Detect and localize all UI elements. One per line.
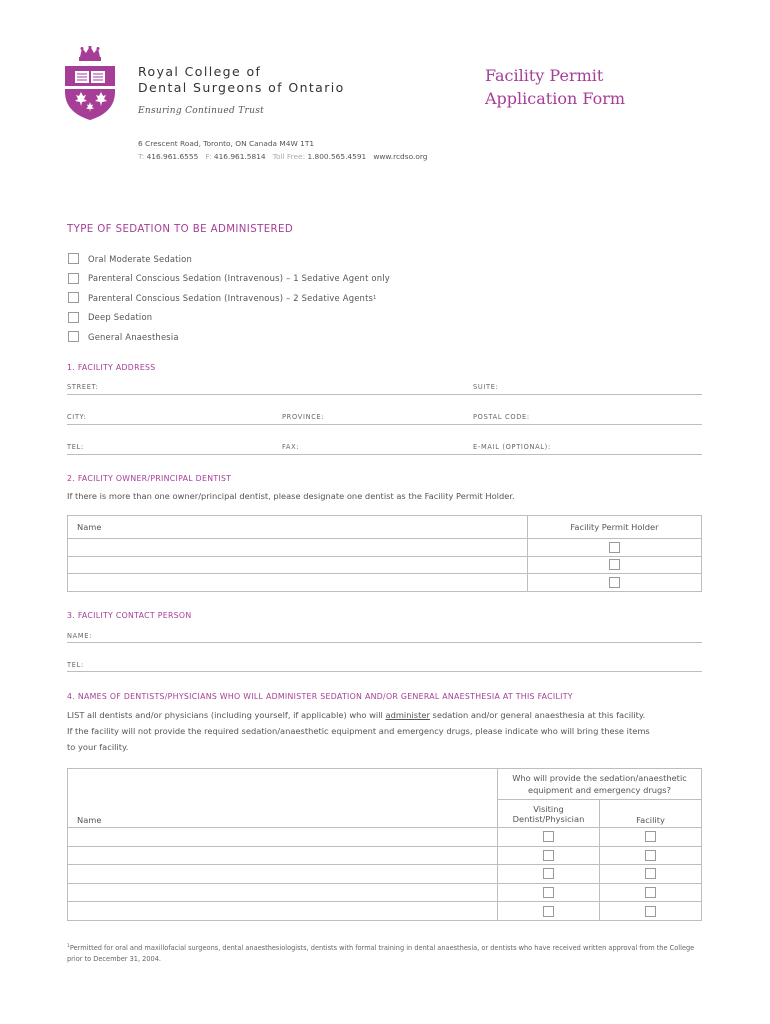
table-row xyxy=(68,556,702,574)
tagline: Ensuring Continued Trust xyxy=(138,106,265,116)
visiting-cell xyxy=(498,828,600,847)
checkbox[interactable] xyxy=(645,831,656,842)
tollfree-number: 1.800.565.4591 xyxy=(307,152,367,161)
crest-logo-icon xyxy=(63,46,117,120)
permit-holder-cell xyxy=(528,556,702,574)
visiting-cell xyxy=(498,865,600,884)
instr-text: LIST all dentists and/or physicians (including yourself, if applicable) who will xyxy=(67,710,386,720)
contact-tel-field[interactable] xyxy=(67,671,702,672)
dentist-name-cell[interactable] xyxy=(68,828,498,847)
instr-text: sedation and/or general anaesthesia at this facility. xyxy=(429,710,646,720)
permit-holder-header: Facility Permit Holder xyxy=(528,516,702,539)
checkbox[interactable] xyxy=(645,850,656,861)
dentist-name-cell[interactable] xyxy=(68,865,498,884)
visiting-header-line1: Visiting xyxy=(533,803,564,814)
table-row xyxy=(68,846,702,865)
phone-label: T: xyxy=(138,152,145,161)
contact-tel-label: TEL: xyxy=(67,661,84,669)
visiting-dentist-header xyxy=(498,800,600,828)
facility-cell xyxy=(600,883,702,902)
dentists-instructions xyxy=(67,707,707,755)
city-label: CITY: xyxy=(67,413,87,421)
checkbox[interactable] xyxy=(68,273,79,284)
dentists-heading: 4. NAMES OF DENTISTS/PHYSICIANS WHO WILL ADMINISTER SEDATION AND/OR GENERAL ANAESTHESIA AT THIS FACILITY xyxy=(67,692,573,701)
footnote-mark: 1 xyxy=(67,944,70,949)
checkbox[interactable] xyxy=(68,331,79,342)
fax-label: FAX: xyxy=(282,443,300,451)
contact-name-label: NAME: xyxy=(67,632,93,640)
facility-address-heading: 1. FACILITY ADDRESS xyxy=(67,363,156,372)
provider-header-line1: Who will provide the sedation/anaesthetic xyxy=(512,772,687,783)
checkbox[interactable] xyxy=(609,542,620,553)
sedation-option-label: Oral Moderate Sedation xyxy=(88,253,193,264)
contact-name-field[interactable] xyxy=(67,642,702,643)
contact-heading: 3. FACILITY CONTACT PERSON xyxy=(67,611,192,620)
visiting-cell xyxy=(498,846,600,865)
table-row xyxy=(68,902,702,921)
sedation-option[interactable] xyxy=(68,249,390,269)
owner-table xyxy=(67,515,702,592)
sedation-option-label: General Anaesthesia xyxy=(88,331,179,342)
facility-cell xyxy=(600,902,702,921)
visiting-header-line2: Dentist/Physician xyxy=(512,813,585,824)
checkbox[interactable] xyxy=(543,831,554,842)
org-contact-line xyxy=(138,152,427,161)
table-row xyxy=(68,883,702,902)
checkbox[interactable] xyxy=(609,559,620,570)
sedation-option-label: Parenteral Conscious Sedation (Intravenous) – 2 Sedative Agents xyxy=(88,292,374,303)
permit-holder-cell xyxy=(528,539,702,557)
checkbox[interactable] xyxy=(645,887,656,898)
table-row xyxy=(68,539,702,557)
form-title-line2: Application Form xyxy=(485,89,626,108)
checkbox[interactable] xyxy=(645,868,656,879)
form-title-line1: Facility Permit xyxy=(485,66,604,85)
owner-heading: 2. FACILITY OWNER/PRINCIPAL DENTIST xyxy=(67,474,232,483)
tel-label: TEL: xyxy=(67,443,84,451)
sedation-option-label: Parenteral Conscious Sedation (Intravenous) – 1 Sedative Agent only xyxy=(88,273,390,284)
checkbox[interactable] xyxy=(68,312,79,323)
instructions-line3: to your facility. xyxy=(67,742,129,752)
fax-label: F: xyxy=(205,152,212,161)
dentist-name-cell[interactable] xyxy=(68,883,498,902)
checkbox[interactable] xyxy=(543,850,554,861)
permit-holder-cell xyxy=(528,574,702,592)
org-name-line2: Dental Surgeons of Ontario xyxy=(138,80,345,95)
checkbox[interactable] xyxy=(609,577,620,588)
checkbox[interactable] xyxy=(543,868,554,879)
owner-name-cell[interactable] xyxy=(68,556,528,574)
fax-number: 416.961.5814 xyxy=(213,152,266,161)
owner-name-header: Name xyxy=(68,516,528,539)
tel-field[interactable] xyxy=(67,454,702,455)
visiting-cell xyxy=(498,883,600,902)
table-row xyxy=(68,574,702,592)
footnote-mark: 1 xyxy=(373,294,377,301)
sedation-option[interactable] xyxy=(68,269,390,289)
table-row xyxy=(68,828,702,847)
street-field[interactable] xyxy=(67,394,702,395)
sedation-option[interactable] xyxy=(68,308,390,328)
phone-number: 416.961.6555 xyxy=(146,152,199,161)
instructions-line2: If the facility will not provide the required sedation/anaesthetic equipment and emergency drugs, please indicate who will bring these items xyxy=(67,726,650,736)
org-name-line1: Royal College of xyxy=(138,64,262,79)
dentists-table xyxy=(67,768,702,921)
facility-cell xyxy=(600,846,702,865)
form-title xyxy=(485,64,725,110)
org-address: 6 Crescent Road, Toronto, ON Canada M4W 1T1 xyxy=(138,139,315,148)
instr-underlined: administer xyxy=(385,710,430,720)
checkbox[interactable] xyxy=(645,906,656,917)
facility-cell xyxy=(600,828,702,847)
dentist-name-header: Name xyxy=(68,769,498,828)
instructions-line1 xyxy=(67,707,707,723)
dentist-name-cell[interactable] xyxy=(68,846,498,865)
footnote xyxy=(67,941,707,965)
sedation-options xyxy=(68,249,390,347)
province-label: PROVINCE: xyxy=(282,413,325,421)
postal-code-label: POSTAL CODE: xyxy=(473,413,530,421)
street-label: STREET: xyxy=(67,383,99,391)
table-row xyxy=(68,865,702,884)
owner-name-cell[interactable] xyxy=(68,574,528,592)
checkbox[interactable] xyxy=(68,292,79,303)
visiting-cell xyxy=(498,902,600,921)
checkbox[interactable] xyxy=(543,906,554,917)
sedation-option-label: Deep Sedation xyxy=(88,312,153,323)
sedation-heading: TYPE OF SEDATION TO BE ADMINISTERED xyxy=(67,224,294,235)
facility-header: Facility xyxy=(600,800,702,828)
provider-header xyxy=(498,769,702,800)
email-label: E-MAIL (OPTIONAL): xyxy=(473,443,551,451)
dentist-name-cell[interactable] xyxy=(68,902,498,921)
sedation-option[interactable] xyxy=(68,288,390,308)
sedation-option[interactable] xyxy=(68,327,390,347)
suite-label: SUITE: xyxy=(473,383,499,391)
website-link[interactable]: www.rcdso.org xyxy=(373,152,428,161)
provider-header-line2: equipment and emergency drugs? xyxy=(527,785,671,795)
organization-name xyxy=(138,64,345,96)
city-field[interactable] xyxy=(67,424,702,425)
footnote-text: Permitted for oral and maxillofacial surgeons, dental anaesthesiologists, dentists with formal training in dental anaesthesia, or dentists who have received written approval from the College prior to December 31, 2004. xyxy=(67,944,695,964)
facility-cell xyxy=(600,865,702,884)
owner-instructions: If there is more than one owner/principal dentist, please designate one dentist as the Facility Permit Holder. xyxy=(67,491,515,501)
checkbox[interactable] xyxy=(543,887,554,898)
owner-name-cell[interactable] xyxy=(68,539,528,557)
tollfree-label: Toll Free: xyxy=(272,152,306,161)
checkbox[interactable] xyxy=(68,253,79,264)
